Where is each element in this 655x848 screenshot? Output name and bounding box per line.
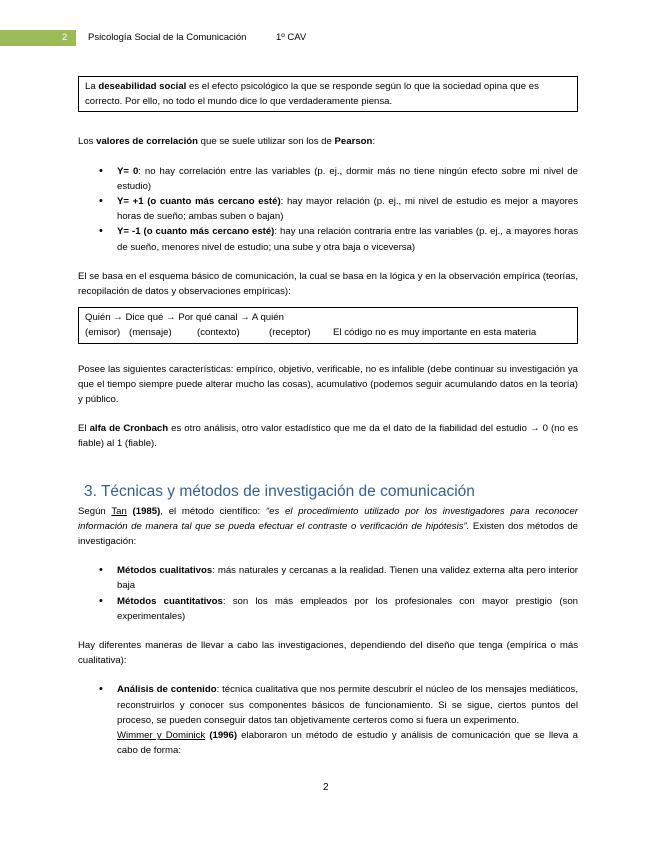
role-emisor: (emisor) xyxy=(85,327,121,339)
list-item: • Y= 0: no hay correlación entre las variables (p. ej., dormir más no tiene ningún efecto sobre mi nivel de estudio) xyxy=(117,164,578,194)
role-contexto: (contexto) xyxy=(197,327,240,339)
schema-paragraph: El se basa en el esquema básico de comunicación, la cual se basa en la lógica y en la observación empírica (teorías, recopilación de datos y observaciones empíricas): xyxy=(78,270,578,298)
role-mensaje: (mensaje) xyxy=(129,327,172,339)
role-receptor: (receptor) xyxy=(269,327,311,339)
ways-paragraph: Hay diferentes maneras de llevar a cabo las investigaciones, dependiendo del diseño que tenga (empírica o más cualitativa): xyxy=(78,640,578,667)
page-header xyxy=(0,30,655,46)
box-term: deseabilidad social xyxy=(98,81,187,92)
box-text-rest: es el efecto psicológico la que se responde según lo que la sociedad opina que es correcto. Por ello, no todo el mundo dice lo que verdaderamente piensa. xyxy=(85,81,539,108)
schema-box xyxy=(78,307,578,343)
definition-box xyxy=(78,76,578,112)
list-item: • Métodos cualitativos: más naturales y cercanas a la realidad. Tienen una validez externa alta pero interior baja xyxy=(117,563,578,593)
features-paragraph: Posee las siguientes características: empírico, objetivo, verificable, no es infalible (debe continuar su investigación ya que el tiempo siempre puede alterar mucho las cosas), acumulativo (podemos seguir acumulando datos en la teoría) y público. xyxy=(78,363,578,406)
list-item: • Análisis de contenido: técnica cualitativa que nos permite descubrir el núcleo de los mensajes mediáticos, reconstruirlos y conocer sus componentes básicos de funcionamiento. Si se sigue, ciertos puntos del proceso, se pueden conseguir datos tan objetivamente certeros como si fuera un experimento. Wimmer y Dominick (1996) elaboraron un método de estudio y análisis de comunicación que se lleva a cabo de forma: xyxy=(117,682,578,758)
tan-paragraph: Según Tan (1985), el método científico: “es el procedimiento utilizado por los investigadores para reconocer información de manera tal que se pueda efectuar el contraste o verificación de hipótesis”. Existen dos métodos de investigación: xyxy=(78,505,579,548)
header-page-number: 2 xyxy=(62,32,68,43)
list-item: • Métodos cuantitativos: son los más empleados por los profesionales con mayor prestigio (son experimentales) xyxy=(117,594,578,624)
correlation-list xyxy=(78,164,578,255)
header-title: Psicología Social de la Comunicación xyxy=(88,32,247,43)
correlation-intro: Los valores de correlación que se suele utilizar son los de Pearson: xyxy=(78,136,376,148)
methods-list xyxy=(78,563,578,624)
footer-page-number: 2 xyxy=(323,782,329,793)
list-item: • Y= -1 (o cuanto más cercano esté): hay una relación contraria entre las variables (p. ej., a mayores horas de sueño, menores nivel de estudio; una sube y otra baja o viceversa) xyxy=(117,224,578,254)
schema-note: El código no es muy importante en esta materia xyxy=(333,327,537,339)
section-heading: 3. Técnicas y métodos de investigación de comunicación xyxy=(84,482,475,500)
box-text: La xyxy=(85,81,99,92)
cronbach-paragraph: El alfa de Cronbach es otro análisis, otro valor estadístico que me da el dato de la fiabilidad del estudio → 0 (no es fiable) al 1 (fiable). xyxy=(78,423,578,450)
analysis-list xyxy=(78,682,578,758)
schema-roles xyxy=(85,325,571,340)
document-body xyxy=(78,76,578,773)
list-item: • Y= +1 (o cuanto más cercano esté): hay mayor relación (p. ej., mi nivel de estudio es mejor a mayores horas de sueño; ambas suben o bajan) xyxy=(117,194,578,224)
header-course: 1º CAV xyxy=(276,32,307,43)
schema-line: Quién → Dice qué → Por qué canal → A quién xyxy=(85,312,284,324)
